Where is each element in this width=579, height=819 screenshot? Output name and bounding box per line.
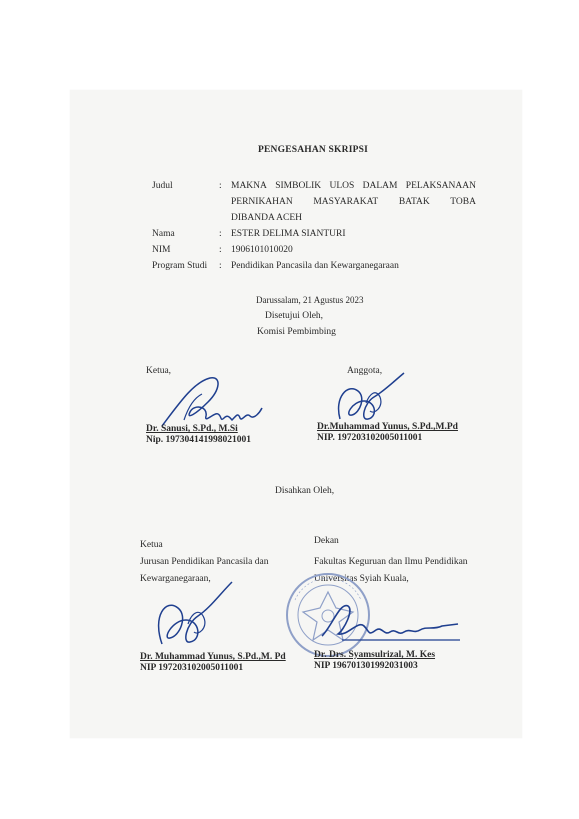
judul-line-3: DIBANDA ACEH <box>231 213 302 223</box>
ketua-name: Dr. Sanusi, S.Pd., M.Si <box>146 424 238 434</box>
ketua-label: Ketua, <box>146 366 172 376</box>
left-signature <box>150 574 240 654</box>
right-role-2: Fakultas Keguruan dan Ilmu Pendidikan <box>314 557 468 567</box>
prodi-label: Program Studi <box>152 261 208 271</box>
document-title: PENGESAHAN SKRIPSI <box>258 145 368 155</box>
left-role-3: Kewarganegaraan, <box>140 574 211 584</box>
ratified-label: Disahkan Oleh, <box>275 486 335 496</box>
left-role-2: Jurusan Pendidikan Pancasila dan <box>140 557 269 567</box>
right-name: Dr. Drs. Syamsulrizal, M. Kes <box>314 650 436 660</box>
judul-word: DALAM <box>362 181 398 191</box>
nim-label: NIM <box>152 245 171 255</box>
right-signature <box>318 596 463 646</box>
approved-by: Disetujui Oleh, <box>265 311 324 321</box>
judul-word: SIMBOLIK <box>275 181 322 191</box>
left-name: Dr. Muhammad Yunus, S.Pd.,M. Pd <box>140 652 286 662</box>
ketua-nip: Nip. 197304141998021001 <box>146 435 252 445</box>
left-role-1: Ketua <box>140 540 163 550</box>
right-role-1: Dekan <box>314 536 339 546</box>
prodi-value: Pendidikan Pancasila dan Kewarganegaraan <box>231 261 399 271</box>
anggota-label: Anggota, <box>347 366 383 376</box>
prodi-colon: : <box>219 261 222 271</box>
nama-label: Nama <box>152 229 175 239</box>
committee-label: Komisi Pembimbing <box>257 327 336 337</box>
judul-word: MAKNA <box>231 181 267 191</box>
right-role-3: Universitas Syiah Kuala, <box>314 574 409 584</box>
judul-line-2 <box>231 197 476 207</box>
judul-word: PERNIKAHAN <box>231 197 293 207</box>
left-nip: NIP 197203102005011001 <box>140 663 244 673</box>
anggota-signature <box>330 367 420 427</box>
judul-word: TOBA <box>450 197 476 207</box>
place-date: Darussalam, 21 Agustus 2023 <box>256 295 364 305</box>
judul-word: PELAKSANAAN <box>405 181 476 191</box>
anggota-name: Dr.Muhammad Yunus, S.Pd.,M.Pd <box>317 422 458 432</box>
nim-colon: : <box>219 245 222 255</box>
nama-colon: : <box>219 229 222 239</box>
judul-word: ULOS <box>329 181 355 191</box>
anggota-nip: NIP. 197203102005011001 <box>317 433 423 443</box>
judul-colon: : <box>219 181 222 191</box>
judul-label: Judul <box>152 181 173 191</box>
nama-value: ESTER DELIMA SIANTURI <box>231 229 346 239</box>
judul-word: MASYARAKAT <box>313 197 379 207</box>
nim-value: 1906101010020 <box>231 245 293 255</box>
ketua-signature <box>150 372 270 432</box>
judul-line-1 <box>231 181 476 191</box>
judul-word: BATAK <box>398 197 430 207</box>
right-nip: NIP 196701301992031003 <box>314 661 418 671</box>
